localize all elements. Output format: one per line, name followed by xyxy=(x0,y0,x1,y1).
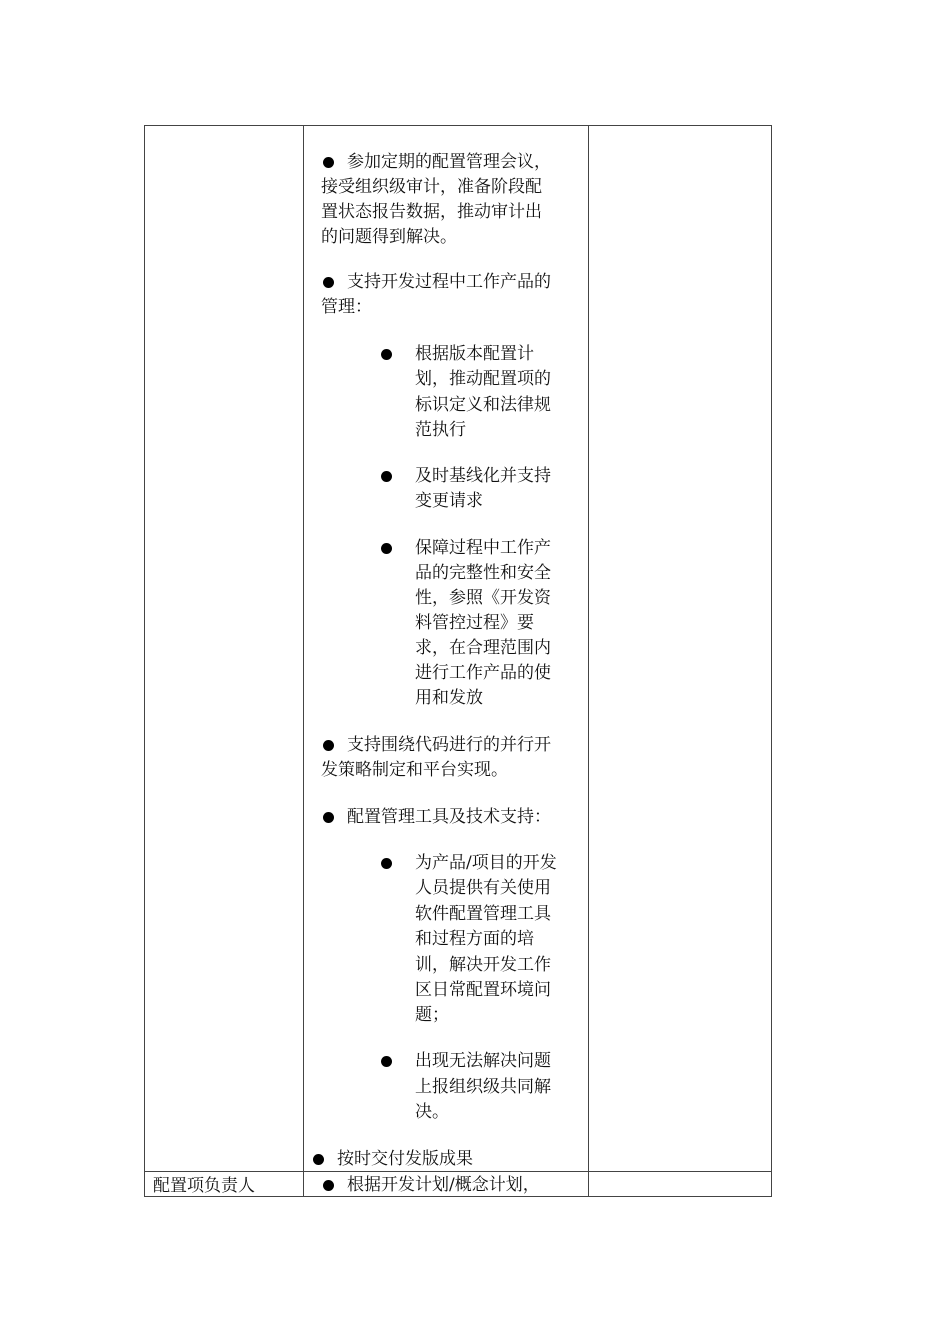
paragraph-line: 接受组织级审计，准备阶段配 xyxy=(321,177,542,197)
paragraph-line: 支持开发过程中工作产品的 xyxy=(347,272,551,292)
sub-item-line: 软件配置管理工具 xyxy=(415,904,551,924)
sub-item-line: 性，参照《开发资 xyxy=(415,588,551,608)
bullet-icon xyxy=(323,1180,334,1191)
sub-item-line: 划，推动配置项的 xyxy=(415,369,551,389)
sub-item-line: 根据版本配置计 xyxy=(415,344,534,364)
sub-item-line: 题； xyxy=(415,1005,449,1025)
sub-item-line: 求，在合理范围内 xyxy=(415,638,551,658)
sub-item-line: 变更请求 xyxy=(415,491,483,511)
column-divider-1 xyxy=(303,126,304,1196)
bullet-icon xyxy=(381,543,392,554)
sub-item-line: 标识定义和法律规 xyxy=(415,395,551,415)
paragraph-line: 发策略制定和平台实现。 xyxy=(321,760,508,780)
sub-item-line: 区日常配置环境问 xyxy=(415,980,551,1000)
sub-item-line: 为产品/项目的开发 xyxy=(415,853,557,873)
bullet-icon xyxy=(381,471,392,482)
paragraph-line: 配置管理工具及技术支持： xyxy=(347,807,551,827)
sub-item-line: 范执行 xyxy=(415,420,466,440)
sub-item-line: 出现无法解决问题 xyxy=(415,1051,551,1071)
column-divider-2 xyxy=(588,126,589,1196)
role-label: 配置项负责人 xyxy=(153,1176,255,1196)
sub-item-line: 上报组织级共同解 xyxy=(415,1077,551,1097)
sub-item-line: 和过程方面的培 xyxy=(415,929,534,949)
paragraph-line: 置状态报告数据，推动审计出 xyxy=(321,202,542,222)
sub-item-line: 决。 xyxy=(415,1102,449,1122)
bullet-icon xyxy=(381,349,392,360)
paragraph-line: 支持围绕代码进行的并行开 xyxy=(347,735,551,755)
paragraph-line: 按时交付发版成果 xyxy=(337,1149,473,1169)
paragraph-line: 的问题得到解决。 xyxy=(321,227,457,247)
sub-item-line: 品的完整性和安全 xyxy=(415,563,551,583)
sub-item-line: 保障过程中工作产 xyxy=(415,538,551,558)
sub-item-line: 进行工作产品的使 xyxy=(415,663,551,683)
sub-item-line: 料管控过程》要 xyxy=(415,613,534,633)
bullet-icon xyxy=(323,812,334,823)
bullet-icon xyxy=(381,1056,392,1067)
bullet-icon xyxy=(381,858,392,869)
paragraph-line: 参加定期的配置管理会议， xyxy=(347,152,551,172)
sub-item-line: 用和发放 xyxy=(415,688,483,708)
bullet-icon xyxy=(323,740,334,751)
sub-item-line: 训，解决开发工作 xyxy=(415,955,551,975)
sub-item-line: 及时基线化并支持 xyxy=(415,466,551,486)
bullet-icon xyxy=(323,277,334,288)
paragraph-line: 管理： xyxy=(321,297,372,317)
bullet-icon xyxy=(323,157,334,168)
bullet-icon xyxy=(313,1154,324,1165)
paragraph-line: 根据开发计划/概念计划， xyxy=(347,1175,540,1195)
sub-item-line: 人员提供有关使用 xyxy=(415,878,551,898)
